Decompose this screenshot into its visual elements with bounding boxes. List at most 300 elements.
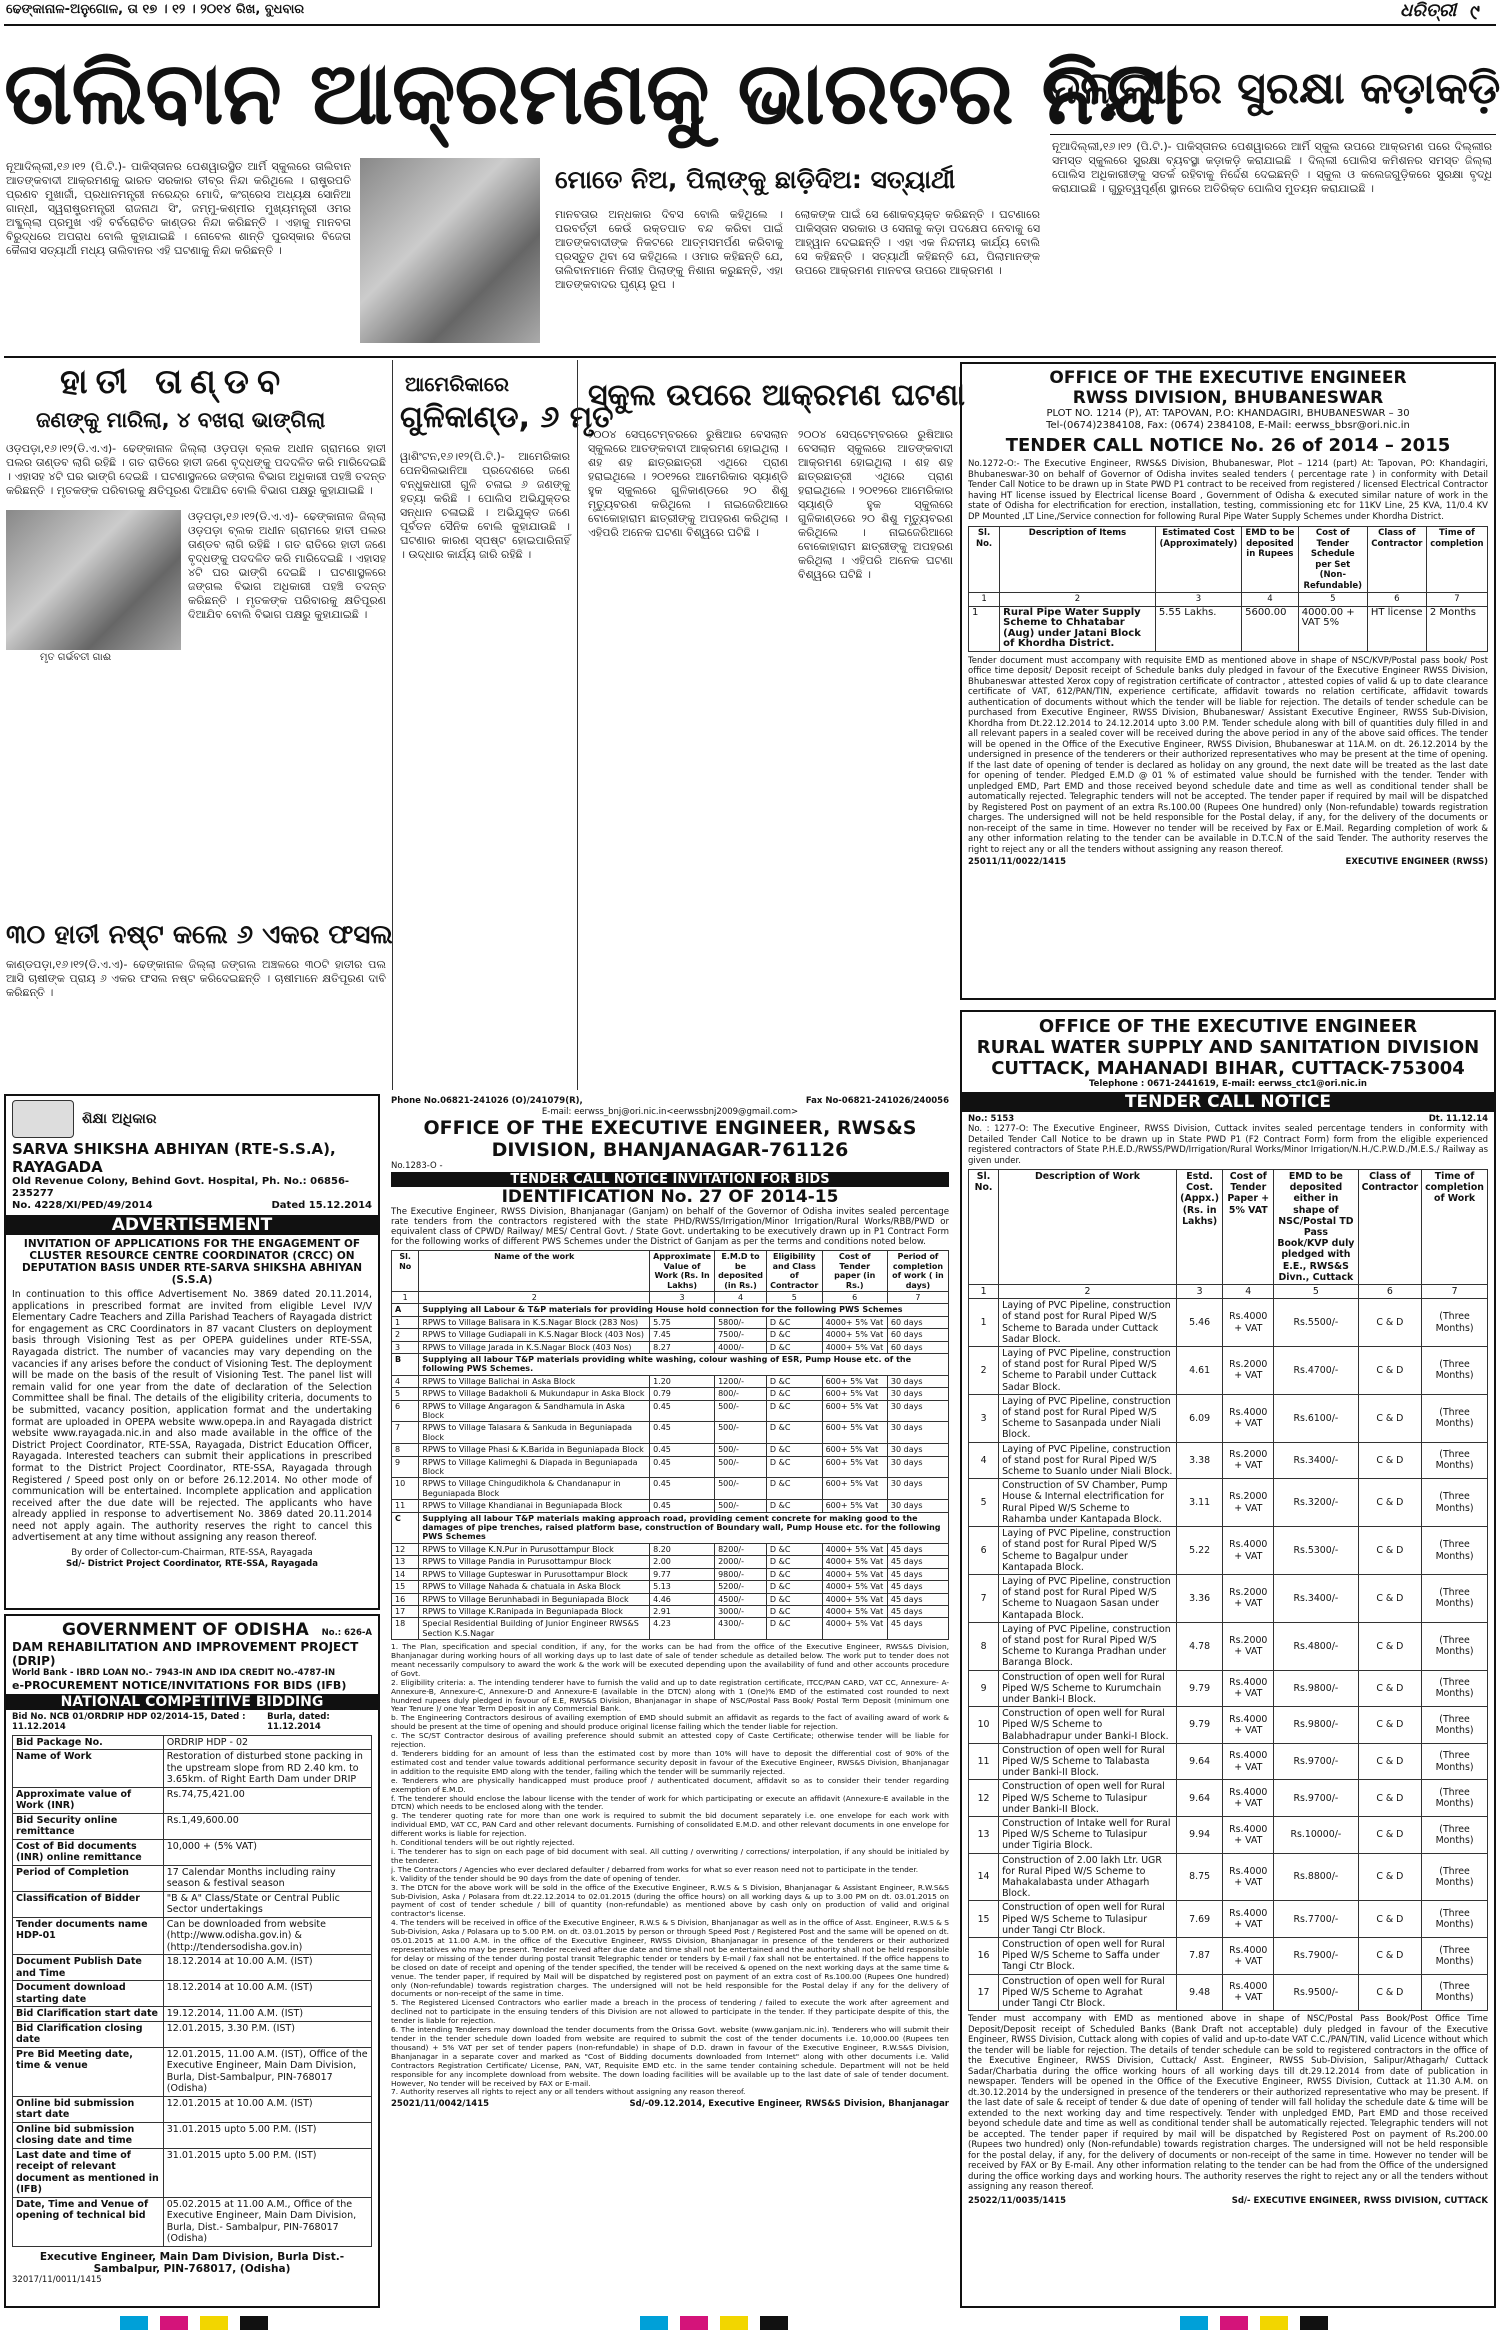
table-cell: (Three Months) bbox=[1422, 1707, 1488, 1744]
table-cell: C & D bbox=[1358, 1442, 1422, 1479]
ssa-advertisement bbox=[4, 1094, 380, 1610]
table-cell: (Three Months) bbox=[1422, 1853, 1488, 1901]
table-cell: 30 days bbox=[887, 1375, 948, 1387]
condition-item: 1. The Plan, specification and special condition, if any, for the works can be had from the office of the Executive Engineer, RWS&S Division, Bhanjanagar during working hours of all working days up to last date of sale of tender schedule as detailed below. The work put to tender does not meant necessarily compulsory to award the work & the work will be executed depending upon the availability of fund and other accounts procedure of Govt. bbox=[391, 1642, 949, 1678]
table-cell: 30 days bbox=[887, 1456, 948, 1478]
ssa-dated: Dated 15.12.2014 bbox=[271, 1200, 372, 1211]
ctc-body: No. : 1277-O: The Executive Engineer, RWSS Division, Cuttack invites sealed percentage tenders in conformity with Detailed Tender Call Notice to be drawn up in State PWD P1 (F2 Contract Form) form from the eligible experienced registered contractors of State P.H.E.D./RWSS/PWD/Irrigation/Rural Works/Minor Irrigation/N.H./C.P.W.D./M.E.S./ Railway as given under. bbox=[968, 1124, 1488, 1166]
table-col-num: 3 bbox=[1176, 1285, 1223, 1299]
table-row bbox=[392, 1500, 949, 1512]
table-cell: 45 days bbox=[887, 1593, 948, 1605]
table-cell: 30 days bbox=[887, 1388, 948, 1400]
table-header: Cost of Tender Schedule per Set (Non-Refundable) bbox=[1298, 527, 1367, 593]
condition-item: e. Tenderers who are physically handicapped must produce proof / authenticated document, affidavit so as to consider their tender regarding exemption of E.M.D. bbox=[391, 1775, 949, 1794]
table-cell-label: Document download starting date bbox=[13, 1981, 164, 2007]
table-cell: 4000+ 5% Vat bbox=[822, 1543, 887, 1555]
table-cell-label: Pre Bid Meeting date, time & venue bbox=[13, 2047, 164, 2096]
table-cell: Laying of PVC Pipeline, construction of stand post for Rural Piped W/S Scheme to Bagalpur under Kantapada Block. bbox=[999, 1527, 1177, 1575]
reg-mark-yellow bbox=[720, 2316, 748, 2330]
table-cell: 8.27 bbox=[650, 1341, 715, 1353]
table-row bbox=[969, 1816, 1488, 1853]
table-cell: 30 days bbox=[887, 1478, 948, 1500]
table-header: Cost of Tender paper (in Rs.) bbox=[822, 1251, 887, 1292]
table-cell: 13 bbox=[392, 1556, 419, 1568]
table-cell-value: Rs.1,49,600.00 bbox=[163, 1813, 371, 1839]
table-cell-value: Restoration of disturbed stone packing in the upstream slope from RD 2.40 km. to 3.65km. of Right Earth Dam under DRIP bbox=[163, 1750, 371, 1788]
table-cell: 2.91 bbox=[650, 1605, 715, 1617]
table-cell: 6 bbox=[392, 1400, 419, 1422]
table-row bbox=[392, 1388, 949, 1400]
table-cell-label: Name of Work bbox=[13, 1750, 164, 1788]
table-cell: D &C bbox=[766, 1593, 822, 1605]
table-cell: RPWS to Village Phasi & K.Barida in Beguniapada Block bbox=[419, 1444, 650, 1456]
table-header: EMD to be deposited either in shape of NSC/Postal TD Pass Book/KVP duly pledged with E.E., RWS&S Divn., Cuttack bbox=[1274, 1170, 1358, 1285]
elephant-photo-caption: ମୃତ ଗର୍ଭବତୀ ଗାଈ bbox=[40, 652, 112, 663]
lead-body-left: ନୂଆଦିଲ୍ଲୀ,୧୬।୧୨ (ପି.ଟି.)- ପାକିସ୍ତାନର ପେଶୱାରସ୍ଥିତ ଆର୍ମି ସ୍କୁଲରେ ତାଲିବାନ ଆତଙ୍କବାଦୀ ଆକ୍ରମଣକୁ ଭାରତ ସରକାର ତୀବ୍ର ନିନ୍ଦା କରିଥିଲେ । ରାଷ୍ଟ୍ରପତି ପ୍ରଣବ ମୁଖାର୍ଜୀ, ପ୍ରଧାନମନ୍ତ୍ରୀ ନରେନ୍ଦ୍ର ମୋଦି, କଂଗ୍ରେସ ଅଧ୍ୟକ୍ଷ ସୋନିଆ ଗାନ୍ଧୀ, ସ୍ୱରାଷ୍ଟ୍ରମନ୍ତ୍ରୀ ରାଜନାଥ ସିଂ, ଜମ୍ମୁ-କଶ୍ମୀର ମୁଖ୍ୟମନ୍ତ୍ରୀ ଓମର ଅବ୍ଦୁଲ୍ଲା ପ୍ରମୁଖ ଏହି ବର୍ବରୋଚିତ କାଣ୍ଡର ନିନ୍ଦା କରିଛନ୍ତି । ଏହାକୁ ମାନବତା ବିରୁଦ୍ଧରେ ଅପରାଧ ବୋଲି କୁହାଯାଇଛି । ନୋବେଲ ଶାନ୍ତି ପୁରସ୍କାର ବିଜେତା କୈଳାସ ସତ୍ୟାର୍ଥୀ ମଧ୍ୟ ତାଲିବାନର ଏହି ଘଟଣାକୁ ନିନ୍ଦା କରିଛନ୍ତି । bbox=[6, 160, 351, 257]
table-cell: 17 bbox=[392, 1605, 419, 1617]
table-cell: 0.45 bbox=[650, 1422, 715, 1444]
table-row bbox=[969, 1622, 1488, 1670]
condition-item: g. The tenderer quoting rate for more than one work is required to submit the bid document separately i.e. one envelope for each work with individual EMD, VAT CC, PAN Card and other relevant documents. Furnishing of consolidated E.M.D. and other relevant documents in one envelope for different works is liable for rejection. bbox=[391, 1811, 949, 1839]
table-row bbox=[392, 1444, 949, 1456]
reg-mark-cyan bbox=[120, 2316, 148, 2330]
table-cell-value: 05.02.2015 at 11.00 A.M., Office of the Executive Engineer, Main Dam Division, Burla, Dist.- Sambalpur, PIN-768017 (Odisha) bbox=[163, 2197, 371, 2246]
table-cell: 5.55 Lakhs. bbox=[1155, 606, 1241, 651]
table-cell: 500/- bbox=[715, 1478, 767, 1500]
table-cell: 1 bbox=[969, 1299, 999, 1347]
table-header: Estimated Cost (Approximately) bbox=[1155, 527, 1241, 593]
table-cell: Rs.4000 + VAT bbox=[1223, 1780, 1274, 1817]
table-cell: 10 bbox=[969, 1707, 999, 1744]
table-cell: Rs.8800/- bbox=[1274, 1853, 1358, 1901]
table-cell: C & D bbox=[1358, 1622, 1422, 1670]
table-cell: 0.45 bbox=[650, 1444, 715, 1456]
table-cell: 500/- bbox=[715, 1456, 767, 1478]
table-cell: 4000/- bbox=[715, 1341, 767, 1353]
table-col-num: 6 bbox=[822, 1291, 887, 1303]
table-cell: 500/- bbox=[715, 1444, 767, 1456]
table-cell: 4000+ 5% Vat bbox=[822, 1316, 887, 1328]
table-cell: Rs.3200/- bbox=[1274, 1479, 1358, 1527]
condition-item: 7. Authority reserves all rights to reject any or all tenders without assigning any reason thereof. bbox=[391, 2087, 746, 2097]
table-cell: Rs.10000/- bbox=[1274, 1816, 1358, 1853]
table-cell: 4 bbox=[392, 1375, 419, 1387]
table-col-num: 4 bbox=[715, 1291, 767, 1303]
table-cell: 16 bbox=[392, 1593, 419, 1605]
table-row bbox=[13, 2148, 372, 2197]
ssa-body: In continuation to this office Advertisement No. 3869 dated 20.11.2014, applications in prescribed format are invited from eligible Level IV/V Elementary Cadre Teachers and Zilla Parishad Teachers of Rayagada district for engagement as CRC Coordinators in 87 vacant Clusters on deployment basis through Visioning Test as per OPEPA guidelines under RTE-SSA, Rayagada district. The number of vacancies may vary depending on the vacancies if any arises before the conduct of Visioning Test. The deployment will be made on the basis of the result of Visioning Test. The panel list will remain valid for one year from the date of declaration of the Selection Committee shall be final. The details of the eligibility criteria, documents to be submitted, vacancy position, application format and the undertaking format are uploaded in OPEPA website www.opepa.in and Rayagada district website www.rayagada.nic.in and also made available in the office of the District Project Coordinator, RTE-SSA, Rayagada, District Education Officer, Rayagada. Interested teachers can submit their applications in prescribed format to the District Project Coordinator, RTE-SSA, Rayagada through Registered / Speed post only on or before 26.12.2014. No other mode of communication will be entertained. Incomplete application and application received after the due date will be rejected. The applicants who have already applied in response to advertisement No. 3869 dated 20.11.2014 need not apply again. The authority reserves the right to cancel this advertisement at any time without assigning any reason thereof. bbox=[12, 1289, 372, 1544]
table-header: Sl. No bbox=[392, 1251, 419, 1292]
table-cell: D &C bbox=[766, 1329, 822, 1341]
table-cell: Rs.4800/- bbox=[1274, 1622, 1358, 1670]
table-cell: 4000+ 5% Vat bbox=[822, 1556, 887, 1568]
table-row bbox=[13, 2122, 372, 2148]
drip-sign: Executive Engineer, Main Dam Division, Burla Dist.- Sambalpur, PIN-768017, (Odisha) bbox=[39, 2250, 345, 2275]
ssa-title: INVITATION OF APPLICATIONS FOR THE ENGAGEMENT OF CLUSTER RESOURCE CENTRE COORDINATOR (CRCC) ON DEPUTATION BASIS UNDER RTE-SARVA SHIKSHA ABHIYAN (S.S.A) bbox=[21, 1238, 363, 1286]
table-cell: 9.64 bbox=[1176, 1743, 1223, 1780]
table-cell: 4300/- bbox=[715, 1618, 767, 1640]
rwss-bbsr-tender bbox=[960, 362, 1496, 1000]
table-col-num: 3 bbox=[650, 1291, 715, 1303]
table-col-num: 1 bbox=[969, 593, 1000, 607]
reg-mark-black bbox=[760, 2316, 788, 2330]
lead-body-right: ନୂଆଦିଲ୍ଲୀ,୧୬।୧୨ (ପି.ଟି.)- ପାକିସ୍ତାନର ପେଶୱାରରେ ଆର୍ମି ସ୍କୁଲ ଉପରେ ଆକ୍ରମଣ ପରେ ଦିଲ୍ଲୀର ସମସ୍ତ ସ୍କୁଲରେ ସୁରକ୍ଷା ବ୍ୟବସ୍ଥା କଡ଼ାକଡ଼ି କରାଯାଇଛି । ଦିଲ୍ଲୀ ପୋଲିସ କମିଶନର ସମସ୍ତ ଜିଲ୍ଲା ପୋଲିସ ଅଧିକାରୀଙ୍କୁ ସତର୍କ ରହିବାକୁ ନିର୍ଦ୍ଦେଶ ଦେଇଛନ୍ତି । ସ୍କୁଲ ଓ କଲେଜଗୁଡ଼ିକରେ ସୁରକ୍ଷା ବୃଦ୍ଧି କରାଯାଇଛି । ଗୁରୁତ୍ୱପୂର୍ଣ୍ଣ ସ୍ଥାନରେ ଅତିରିକ୍ତ ପୋଲିସ ମୁତୟନ କରାଯାଇଛି । bbox=[1052, 140, 1492, 195]
table-cell: (Three Months) bbox=[1422, 1394, 1488, 1442]
table-num-row bbox=[969, 1285, 1488, 1299]
table-cell: Construction of open well for Rural Piped W/S Scheme to Kurumchain under Banki-I Block. bbox=[999, 1670, 1177, 1707]
reg-mark-black bbox=[1300, 2316, 1328, 2330]
condition-item: c. The SC/ST Contractor desirous of availing preference should submit an attested copy of Caste Certificate; otherwise tender will be liable for rejection. bbox=[391, 1731, 949, 1750]
table-cell: 14 bbox=[969, 1853, 999, 1901]
table-cell: RPWS to Village Pandia in Purusottampur Block bbox=[419, 1556, 650, 1568]
reg-mark-cyan bbox=[1180, 2316, 1208, 2330]
table-cell-value: 19.12.2014, 11.00 A.M. (IST) bbox=[163, 2007, 371, 2022]
table-cell: D &C bbox=[766, 1388, 822, 1400]
table-header: Class of Contractor bbox=[1367, 527, 1426, 593]
table-col-num: 2 bbox=[999, 1285, 1177, 1299]
table-cell: 7 bbox=[969, 1574, 999, 1622]
table-cell: D &C bbox=[766, 1605, 822, 1617]
table-cell: 3000/- bbox=[715, 1605, 767, 1617]
ctc-address: CUTTACK, MAHANADI BIHAR, CUTTACK-753004 bbox=[991, 1058, 1465, 1079]
table-row bbox=[392, 1422, 949, 1444]
rwss-ctc-tender bbox=[960, 1010, 1496, 2308]
bhanja-phone: Phone No.06821-241026 (O)/241079(R), bbox=[391, 1096, 583, 1106]
table-cell: Construction of SV Chamber, Pump House & Internal electrification for Rural Piped W/S Scheme to Rahamba under Kantapada Block. bbox=[999, 1479, 1177, 1527]
table-cell: 2.00 bbox=[650, 1556, 715, 1568]
drip-ifb: e-PROCUREMENT NOTICE/INVITATIONS FOR BIDS (IFB) bbox=[12, 1678, 347, 1692]
table-col-num: 5 bbox=[1274, 1285, 1358, 1299]
table-cell-value: 12.01.2015 at 10.00 A.M. (IST) bbox=[163, 2096, 371, 2122]
table-num-row bbox=[392, 1291, 949, 1303]
table-cell: D &C bbox=[766, 1400, 822, 1422]
table-cell-value: 31.01.2015 upto 5.00 P.M. (IST) bbox=[163, 2122, 371, 2148]
table-row bbox=[969, 1299, 1488, 1347]
table-header: Time of completion of Work bbox=[1422, 1170, 1488, 1285]
table-cell: 9.79 bbox=[1176, 1707, 1223, 1744]
table-cell: 1 bbox=[969, 606, 1000, 651]
table-cell: Construction of open well for Rural Piped W/S Scheme to Agrahat under Tangi Ctr Block. bbox=[999, 1974, 1177, 2011]
table-col-num: 7 bbox=[887, 1291, 948, 1303]
ctc-ref: 25022/11/0035/1415 bbox=[968, 2195, 1067, 2206]
table-row bbox=[13, 2197, 372, 2246]
table-cell: 5.46 bbox=[1176, 1299, 1223, 1347]
table-cell: Rs.9500/- bbox=[1274, 1974, 1358, 2011]
table-row bbox=[969, 1901, 1488, 1938]
table-cell: C & D bbox=[1358, 1479, 1422, 1527]
table-cell: 500/- bbox=[715, 1400, 767, 1422]
table-cell: 17 bbox=[969, 1974, 999, 2011]
table-cell: Rs.4000 + VAT bbox=[1223, 1394, 1274, 1442]
ssa-sign-1: By order of Collector-cum-Chairman, RTE-SSA, Rayagada bbox=[71, 1548, 313, 1559]
table-cell: Rs.4000 + VAT bbox=[1223, 1743, 1274, 1780]
table-cell: 11 bbox=[392, 1500, 419, 1512]
table-cell: 4000.00 + VAT 5% bbox=[1298, 606, 1367, 651]
ctc-sign: Sd/- EXECUTIVE ENGINEER, RWSS DIVISION, CUTTACK bbox=[1231, 2195, 1488, 2206]
table-cell: RPWS to Village Khandianai in Beguniapada Block bbox=[419, 1500, 650, 1512]
school-body-cont: ୨୦୦୪ ସେପ୍ଟେମ୍ବରରେ ରୁଷିଆର ବେସଲାନ ସ୍କୁଲରେ ଆତଙ୍କବାଦୀ ଆକ୍ରମଣ ହୋଇଥିଲା । ଶହ ଶହ ଛାତ୍ରଛାତ୍ରୀ ଏଥିରେ ପ୍ରାଣ ହରାଇଥିଲେ । ୨୦୧୨ରେ ଆମେରିକାର ସ୍ୟାଣ୍ଡି ହୁକ ସ୍କୁଲରେ ଗୁଳିକାଣ୍ଡରେ ୨୦ ଶିଶୁ ମୃତ୍ୟୁବରଣ କରିଥିଲେ । ନାଇଜେରିଆରେ ବୋକୋହାରାମ ଛାତ୍ରୀଙ୍କୁ ଅପହରଣ କରିଥିଲା । ଏହିପରି ଅନେକ ଘଟଣା ବିଶ୍ୱରେ ଘଟିଛି । bbox=[798, 428, 953, 581]
table-row bbox=[392, 1543, 949, 1555]
table-cell: 9 bbox=[392, 1456, 419, 1478]
table-cell: 15 bbox=[392, 1581, 419, 1593]
table-cell-value: 17 Calendar Months including rainy season & festival season bbox=[163, 1865, 371, 1891]
table-cell: (Three Months) bbox=[1422, 1816, 1488, 1853]
table-col-num: 2 bbox=[1000, 593, 1156, 607]
satyarthi-photo bbox=[360, 158, 540, 343]
table-row bbox=[969, 1479, 1488, 1527]
table-cell: Rs.9800/- bbox=[1274, 1707, 1358, 1744]
table-cell: 4000+ 5% Vat bbox=[822, 1341, 887, 1353]
table-cell: 8 bbox=[392, 1444, 419, 1456]
table-cell: RPWS to Village Badakholi & Mukundapur in Aska Block bbox=[419, 1388, 650, 1400]
table-cell: 6 bbox=[969, 1527, 999, 1575]
table-cell: 18 bbox=[392, 1618, 419, 1640]
reg-mark-magenta bbox=[160, 2316, 188, 2330]
rwss-bbsr-division: RWSS DIVISION, BHUBANESWAR bbox=[1072, 388, 1384, 408]
table-cell: 600+ 5% Vat bbox=[822, 1422, 887, 1444]
table-cell: (Three Months) bbox=[1422, 1670, 1488, 1707]
table-cell: (Three Months) bbox=[1422, 1743, 1488, 1780]
table-cell: C & D bbox=[1358, 1853, 1422, 1901]
table-header: Eligibility and Class of Contractor bbox=[766, 1251, 822, 1292]
table-cell: Laying of PVC Pipeline, construction of stand post for Rural Piped W/S Scheme to Nuagaon Sasan under Kantapada Block. bbox=[999, 1574, 1177, 1622]
ctc-division: RURAL WATER SUPPLY AND SANITATION DIVISION bbox=[976, 1037, 1480, 1058]
school-body: ୨୦୦୪ ସେପ୍ଟେମ୍ବରରେ ରୁଷିଆର ବେସଲାନ ସ୍କୁଲରେ ଆତଙ୍କବାଦୀ ଆକ୍ରମଣ ହୋଇଥିଲା । ଶହ ଶହ ଛାତ୍ରଛାତ୍ରୀ ଏଥିରେ ପ୍ରାଣ ହରାଇଥିଲେ । ୨୦୧୨ରେ ଆମେରିକାର ସ୍ୟାଣ୍ଡି ହୁକ ସ୍କୁଲରେ ଗୁଳିକାଣ୍ଡରେ ୨୦ ଶିଶୁ ମୃତ୍ୟୁବରଣ କରିଥିଲେ । ନାଇଜେରିଆରେ ବୋକୋହାରାମ ଛାତ୍ରୀଙ୍କୁ ଅପହରଣ କରିଥିଲା । ଏହିପରି ଅନେକ ଘଟଣା ବିଶ୍ୱରେ ଘଟିଛି । bbox=[588, 428, 788, 539]
table-cell: 16 bbox=[969, 1938, 999, 1975]
table-cell: (Three Months) bbox=[1422, 1938, 1488, 1975]
page-number: ୯ bbox=[1470, 0, 1480, 24]
rwss-bbsr-title: TENDER CALL NOTICE No. 26 of 2014 – 2015 bbox=[1005, 435, 1451, 456]
table-cell: Rs.9700/- bbox=[1274, 1780, 1358, 1817]
drip-no: No.: 626-A bbox=[321, 1628, 372, 1638]
table-cell-value: 18.12.2014 at 10.00 A.M. (IST) bbox=[163, 1981, 371, 2007]
table-cell: 45 days bbox=[887, 1556, 948, 1568]
table-cell: Rs.3400/- bbox=[1274, 1442, 1358, 1479]
table-row bbox=[969, 1574, 1488, 1622]
reg-mark-yellow bbox=[1260, 2316, 1288, 2330]
table-cell: (Three Months) bbox=[1422, 1442, 1488, 1479]
table-cell: 4.46 bbox=[650, 1593, 715, 1605]
table-cell: 4.61 bbox=[1176, 1347, 1223, 1395]
table-cell: 5.22 bbox=[1176, 1527, 1223, 1575]
ctc-phone: Telephone : 0671-2441619, E-mail: eerwss_ctc1@ori.nic.in bbox=[1089, 1079, 1367, 1089]
table-cell: 0.45 bbox=[650, 1478, 715, 1500]
table-row bbox=[13, 1917, 372, 1955]
bhanja-sign: Sd/-09.12.2014, Executive Engineer, RWS&S Division, Bhanjanagar bbox=[629, 2099, 949, 2110]
table-cell: 45 days bbox=[887, 1605, 948, 1617]
table-header-row bbox=[392, 1251, 949, 1292]
ssa-no: No. 4228/XI/PED/49/2014 bbox=[12, 1200, 153, 1211]
drip-gov: GOVERNMENT OF ODISHA bbox=[62, 1620, 309, 1640]
table-cell: RPWS to Village Talasara & Sankuda in Beguniapada Block bbox=[419, 1422, 650, 1444]
crops-body: କାଣ୍ଡପଡ଼ା,୧୬।୧୨(ଡି.ଏ.ଏ)- ଢେଙ୍କାନାଳ ଜିଲ୍ଲା ଜଙ୍ଗଲ ଅଞ୍ଚଳରେ ୩୦ଟି ହାତୀର ପଲ ଆସି ଚାଷୀଙ୍କ ପ୍ରାୟ ୬ ଏକର ଫସଲ ନଷ୍ଟ କରିଦେଇଛନ୍ତି । ଚାଷୀମାନେ କ୍ଷତିପୂରଣ ଦାବି କରିଛନ୍ତି । bbox=[6, 958, 386, 999]
table-cell-value: ORDRIP HDP - 02 bbox=[163, 1735, 371, 1750]
rwss-bbsr-office: OFFICE OF THE EXECUTIVE ENGINEER bbox=[1049, 368, 1407, 388]
table-cell: C & D bbox=[1358, 1574, 1422, 1622]
table-cell: 9.64 bbox=[1176, 1780, 1223, 1817]
drip-banner: NATIONAL COMPETITIVE BIDDING bbox=[6, 1694, 378, 1710]
condition-item: 5. The Registered Licensed Contractors who earlier made a breach in the process of tendering / failed to execute the work after agreement and declined not to participate in the ensuing tenders of this Division are not allowed to participate in the tender. If they participate despite of this, the tender is liable for rejection. bbox=[391, 1998, 949, 2026]
table-cell: 11 bbox=[969, 1743, 999, 1780]
ctc-table bbox=[968, 1169, 1488, 2011]
reg-mark-magenta bbox=[680, 2316, 708, 2330]
table-cell: D &C bbox=[766, 1316, 822, 1328]
elephant-photo bbox=[6, 510, 181, 650]
table-cell: Rs.9700/- bbox=[1274, 1743, 1358, 1780]
reg-mark-cyan bbox=[640, 2316, 668, 2330]
table-cell: Laying of PVC Pipeline, construction of stand post for Rural Piped W/S Scheme to Kuranga Pradhan under Baranga Block. bbox=[999, 1622, 1177, 1670]
table-row bbox=[13, 2007, 372, 2022]
table-cell: (Three Months) bbox=[1422, 1299, 1488, 1347]
table-cell: 4000+ 5% Vat bbox=[822, 1593, 887, 1605]
table-cell: D &C bbox=[766, 1444, 822, 1456]
table-col-num: 5 bbox=[1298, 593, 1367, 607]
table-cell: RPWS to Village Angaragon & Sandhamula in Aska Block bbox=[419, 1400, 650, 1422]
table-cell-value: 31.01.2015 upto 5.00 P.M. (IST) bbox=[163, 2148, 371, 2197]
table-row bbox=[13, 1750, 372, 1788]
table-cell: 8 bbox=[969, 1622, 999, 1670]
ctc-banner: TENDER CALL NOTICE bbox=[962, 1092, 1494, 1112]
table-cell: 4500/- bbox=[715, 1593, 767, 1605]
table-row bbox=[13, 2047, 372, 2096]
table-cell: 7.87 bbox=[1176, 1938, 1223, 1975]
table-cell: 3.36 bbox=[1176, 1574, 1223, 1622]
table-cell: Construction of 2.00 lakh Ltr. UGR for Rural Piped W/S Scheme to Mahakalabasta under Athagarh Block. bbox=[999, 1853, 1177, 1901]
table-cell-label: Classification of Bidder bbox=[13, 1891, 164, 1917]
table-cell: Construction of open well for Rural Piped W/S Scheme to Balabhadrapur under Banki-I Block. bbox=[999, 1707, 1177, 1744]
condition-item: i. The tenderer has to sign on each page of bid document with seal. All cutting / overwriting / corrections/ interpolation, if any should be initialed by the tenderer. bbox=[391, 1846, 949, 1865]
table-cell: RPWS to Village K.Ranipada in Beguniapada Block bbox=[419, 1605, 650, 1617]
table-header: Approximate Value of Work (Rs. In Lakhs) bbox=[650, 1251, 715, 1292]
table-row bbox=[392, 1329, 949, 1341]
table-cell-label: Bid Security online remittance bbox=[13, 1813, 164, 1839]
usa-kicker: ଆମେରିକାରେ bbox=[405, 372, 510, 396]
table-cell: (Three Months) bbox=[1422, 1622, 1488, 1670]
table-row bbox=[969, 1394, 1488, 1442]
table-cell: RPWS to Village K.N.Pur in Purusottampur Block bbox=[419, 1543, 650, 1555]
table-row bbox=[13, 1813, 372, 1839]
table-cell: Laying of PVC Pipeline, construction of stand post for Rural Piped W/S Scheme to Parabil under Cuttack Sadar Block. bbox=[999, 1347, 1177, 1395]
condition-item: 2. Eligibility criteria: a. The intending tenderer have to furnish the valid and up to date registration certificate, ITCC/PAN CARD, VAT CC, Annexure- A-Annexure-B, Annexure-C, Annexure-D and Annexure-E (available in the DTCN) along with 1 (One)% EMD of the estimated cost rounded to next hundred rupees duly pledged in favour of E.E, RWS&S Division, Bhanjanagar in shape of NSC/Postal Pass Book/ Postal Term Deposit (minimum one Year Tenure )/ one Year Term Deposit in any Commercial Bank. bbox=[391, 1677, 949, 1714]
table-cell: 3.11 bbox=[1176, 1479, 1223, 1527]
table-row bbox=[392, 1605, 949, 1617]
table-header: Class of Contractor bbox=[1358, 1170, 1422, 1285]
condition-item: 3. The DTCN for the above work will be sold in the office of the Executive Engineer, R.W.S & S Division, Bhanjanagar & Assistant Engineer, R.W.S&S Sub-Division, Aska / Polasara from dt.22.12.2014 to 02.01.2015 (during the office hours) on all working days & up to 3.00 PM on dt. 03.01.2015 on payment of cost of tender schedule / bill of quantity (non-refundable) as mentioned above by cash only on production of valid and original contractor's license. bbox=[391, 1882, 949, 1919]
lead-body-mid: ମାନବତାର ଅନ୍ଧକାର ଦିବସ ବୋଲି କହିଥିଲେ । ପରବର୍ତ୍ତୀ କେଉଁ ରକ୍ତପାତ ବନ୍ଦ କରିବା ପାଇଁ ଆତଙ୍କବାଦୀଙ୍କ ନିକଟରେ ଆତ୍ମସମର୍ପଣ କରିବାକୁ ପ୍ରସ୍ତୁତ ଥିବା ସେ କହିଥିଲେ । ଓମାର କହିଛନ୍ତି ଯେ, ତାଲିବାନମାନେ ନିରୀହ ପିଲାଙ୍କୁ ନିଶାନା କରୁଛନ୍ତି, ଏହା ଆତଙ୍କବାଦର ଘୃଣ୍ୟ ରୂପ । bbox=[555, 208, 783, 291]
table-cell: C & D bbox=[1358, 1780, 1422, 1817]
table-row bbox=[969, 1938, 1488, 1975]
table-row bbox=[13, 1891, 372, 1917]
table-cell: 60 days bbox=[887, 1341, 948, 1353]
ctc-office: OFFICE OF THE EXECUTIVE ENGINEER bbox=[1038, 1016, 1418, 1037]
table-cell: 5200/- bbox=[715, 1581, 767, 1593]
table-cell: 0.79 bbox=[650, 1388, 715, 1400]
table-cell-value: Rs.74,75,421.00 bbox=[163, 1787, 371, 1813]
table-cell: 0.45 bbox=[650, 1500, 715, 1512]
table-header: EMD to be deposited in Rupees bbox=[1242, 527, 1299, 593]
table-cell: 600+ 5% Vat bbox=[822, 1500, 887, 1512]
table-row bbox=[392, 1568, 949, 1580]
rwss-bbsr-contact: Tel-(0674)2384108, Fax: (0674) 2384108, E-Mail: eerwss_bbsr@ori.nic.in bbox=[1046, 420, 1410, 431]
table-cell: HT license bbox=[1367, 606, 1426, 651]
table-header: Cost of Tender Paper + 5% VAT bbox=[1223, 1170, 1274, 1285]
table-cell: C & D bbox=[1358, 1394, 1422, 1442]
table-cell-label: Online bid submission closing date and time bbox=[13, 2122, 164, 2148]
table-cell: C & D bbox=[1358, 1527, 1422, 1575]
condition-item: 4. The tenders will be received in office of the Executive Engineer, R.W.S & S Division, Bhanjanagar as well as in the office of Asst. Engineer, R.W.S & S Sub-Division, Aska / Polasara up to 5.00 P.M. on dt. 03.01.2015 by person or through Speed Post / Registered Post and the same will be opened on dt. 05.01.2015 at 11.00 A.M. in the office of the Executive Engineer, RWSS Division, Bhanjanagar in presence of the tenderers or their authorized representatives who may be present. Tender received after due date and time shall not be entertained and the authority shall not be held responsible for delay or missing of the tender during postal transit Telegraphic tender or tenders by E-mail / fax shall not be entertained. If the office happens to be closed on date of receipt and opening of the tender specified, the tender will be received & opened on the next working days at the same time & venue. The tender paper, if required by Mail will be dispatched by registered post on payment of an extra cost of Rs.100.00 (Rupees One hundred) only (Non-refundable) towards registration charges. The undersigned will not be held responsible for the Postal delay if any for the delivery of documents or non-receipt of the same in time. bbox=[391, 1918, 949, 1999]
table-cell: 4.78 bbox=[1176, 1622, 1223, 1670]
table-cell: 4000+ 5% Vat bbox=[822, 1568, 887, 1580]
table-cell: 600+ 5% Vat bbox=[822, 1388, 887, 1400]
elephant-headline: ହାତୀ ତାଣ୍ଡବ bbox=[60, 362, 289, 402]
table-cell: 2000/- bbox=[715, 1556, 767, 1568]
table-cell: RPWS to Village Nahada & chatuala in Aska Block bbox=[419, 1581, 650, 1593]
table-cell: 3 bbox=[392, 1341, 419, 1353]
table-cell: Rs.4000 + VAT bbox=[1223, 1974, 1274, 2011]
table-col-num: 6 bbox=[1358, 1285, 1422, 1299]
table-cell: D &C bbox=[766, 1456, 822, 1478]
table-cell: 3.38 bbox=[1176, 1442, 1223, 1479]
table-section-title: Supplying all labour T&P materials providing white washing, colour washing of ESR, Pump House etc. of the following PWS Schemes. bbox=[419, 1353, 949, 1375]
table-cell: Rural Pipe Water Supply Scheme to Chhatabar (Aug) under Jatani Block of Khordha District. bbox=[1000, 606, 1156, 651]
table-cell-label: Document Publish Date and Time bbox=[13, 1955, 164, 1981]
table-cell-label: Online bid submission start date bbox=[13, 2096, 164, 2122]
bhanja-tender bbox=[385, 1094, 955, 2308]
table-row bbox=[13, 2096, 372, 2122]
table-cell-label: Tender documents name HDP-01 bbox=[13, 1917, 164, 1955]
table-cell: Construction of open well for Rural Piped W/S Scheme to Talabasta under Banki-II Block. bbox=[999, 1743, 1177, 1780]
table-cell: 500/- bbox=[715, 1422, 767, 1444]
bhanja-ident: IDENTIFICATION No. 27 OF 2014-15 bbox=[501, 1186, 839, 1207]
table-cell: 8.75 bbox=[1176, 1853, 1223, 1901]
table-cell: C & D bbox=[1358, 1707, 1422, 1744]
table-cell-value: Can be downloaded from website (http://www.odisha.gov.in) & (http://tendersodisha.gov.in) bbox=[163, 1917, 371, 1955]
table-section-row bbox=[392, 1353, 949, 1375]
table-cell: (Three Months) bbox=[1422, 1527, 1488, 1575]
bhanja-conditions bbox=[391, 1643, 949, 2097]
table-col-num: 5 bbox=[766, 1291, 822, 1303]
table-cell: 1.20 bbox=[650, 1375, 715, 1387]
table-cell: Rs.4000 + VAT bbox=[1223, 1670, 1274, 1707]
table-cell: 6.09 bbox=[1176, 1394, 1223, 1442]
table-row bbox=[969, 1347, 1488, 1395]
table-cell: Rs.7700/- bbox=[1274, 1901, 1358, 1938]
table-cell: 10 bbox=[392, 1478, 419, 1500]
table-cell: 7.69 bbox=[1176, 1901, 1223, 1938]
table-cell: 14 bbox=[392, 1568, 419, 1580]
table-cell: (Three Months) bbox=[1422, 1479, 1488, 1527]
table-row bbox=[969, 1743, 1488, 1780]
table-cell: 4000+ 5% Vat bbox=[822, 1581, 887, 1593]
condition-item: 6. The intending Tenderers may download the tender documents from the Orissa Govt. website (www.ganjam.nic.in). Tenderers who will submit their tender in the tender schedule down loaded from website are required to submit the cost of the tender documents i.e. 10,000.00 (Rupees ten thousand) + 5% VAT per set of tender papers (non-refundable) in shape of D.D. drawn in favour of the Executive Engineer, R.W.S&S Division, Bhanjanagar in a separate cover and marked as "Cost of Bidding documents downloaded from Internet" along with other documents i.e. Valid Contractors Registration Certificate/ License, PAN, VAT, Requisite EMD etc. in the same tender containing schedule. Department will not be held responsible for any incomplete download from website. The down loading facilities will be available up to the last date of sale of tender document. However, No tender will be received by FAX or E-mail. bbox=[391, 2025, 949, 2088]
rwss-bbsr-sign: EXECUTIVE ENGINEER (RWSS) bbox=[1345, 857, 1488, 867]
table-row bbox=[969, 1527, 1488, 1575]
table-cell: 30 days bbox=[887, 1500, 948, 1512]
table-cell: 45 days bbox=[887, 1543, 948, 1555]
table-cell-label: Approximate value of Work (INR) bbox=[13, 1787, 164, 1813]
table-cell: D &C bbox=[766, 1375, 822, 1387]
table-cell: RPWS to Village Gupteswar in Purusottampur Block bbox=[419, 1568, 650, 1580]
table-cell: 600+ 5% Vat bbox=[822, 1456, 887, 1478]
table-cell: 2 bbox=[392, 1329, 419, 1341]
table-cell: 45 days bbox=[887, 1568, 948, 1580]
side-headline-rule bbox=[1050, 134, 1496, 135]
table-cell: C & D bbox=[1358, 1347, 1422, 1395]
table-section-letter: C bbox=[392, 1512, 419, 1543]
table-col-num: 7 bbox=[1426, 593, 1487, 607]
table-cell: 9.94 bbox=[1176, 1816, 1223, 1853]
rwss-bbsr-body: No.1272-O:- The Executive Engineer, RWS&S Division, Bhubaneswar, Plot – 1214 (part) At: Tapovan, PO: Khandagiri, Bhubaneswar-30 on behalf of Governor of Odisha invites sealed tenders ( percentage rate ) in conformity with Detail Tender Call Notice to be drawn up in State PWD P1 contract to be received from registered / licensed Electrical Contractor having HT license issued by Electrical license Board , Government of Odisha & executed similar nature of work in the state of Odisha for electrification for erection, installation, testing, commissioning etc for 11KV Line, 25 KVA, 11/0.4 KV DP Mounted ,LT Line,/Service connection for following Rural Pipe Water Supply Schemes under Khordha District. bbox=[968, 459, 1488, 522]
